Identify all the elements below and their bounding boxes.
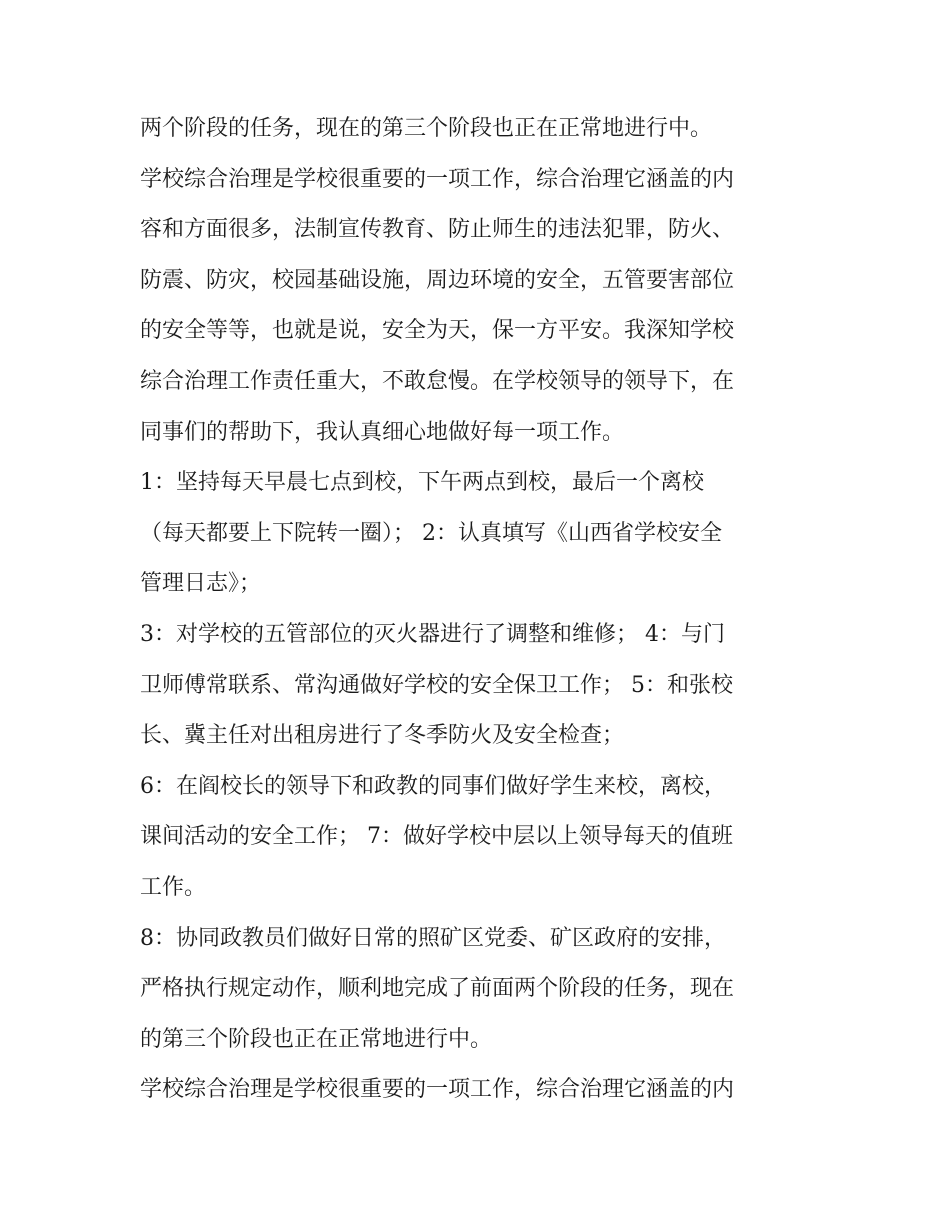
text-line: 同事们的帮助下，我认真细心地做好每一项工作。 [140, 419, 625, 445]
text-line: 课间活动的安全工作； 7：做好学校中层以上领导每天的值班 [140, 824, 733, 850]
text-line: 容和方面很多，法制宣传教育、防止师生的违法犯罪，防火、 [140, 217, 735, 243]
text-line: 长、冀主任对出租房进行了冬季防火及安全检查； [140, 723, 625, 749]
text-line: 1：坚持每天早晨七点到校，下午两点到校，最后一个离校 [140, 470, 704, 496]
text-line: 6：在阎校长的领导下和政教的同事们做好学生来校，离校， [140, 773, 726, 799]
text-line: 学校综合治理是学校很重要的一项工作，综合治理它涵盖的内 [140, 1077, 735, 1103]
text-line: 管理日志》； [140, 571, 262, 597]
document-body [140, 104, 830, 1116]
text-line: 8：协同政教员们做好日常的照矿区党委、矿区政府的安排， [140, 925, 726, 951]
text-line: 两个阶段的任务，现在的第三个阶段也正在正常地进行中。 [140, 116, 713, 141]
text-line: 的第三个阶段也正在正常地进行中。 [140, 1026, 493, 1052]
text-line: 综合治理工作责任重大，不敢怠慢。在学校领导的领导下，在 [140, 368, 735, 394]
text-line: 工作。 [140, 874, 207, 900]
text-line: 严格执行规定动作，顺利地完成了前面两个阶段的任务，现在 [140, 976, 735, 1002]
text-line: 卫师傅常联系、常沟通做好学校的安全保卫工作； 5：和张校 [140, 672, 733, 698]
text-line: 的安全等等，也就是说，安全为天，保一方平安。我深知学校 [140, 318, 735, 344]
text-line: 防震、防灾，校园基础设施，周边环境的安全，五管要害部位 [140, 267, 735, 293]
text-line: （每天都要上下院转一圈）； 2：认真填写《山西省学校安全 [140, 520, 722, 546]
text-line: 学校综合治理是学校很重要的一项工作，综合治理它涵盖的内 [140, 166, 735, 192]
text-line: 3：对学校的五管部位的灭火器进行了调整和维修； 4：与门 [140, 621, 725, 647]
